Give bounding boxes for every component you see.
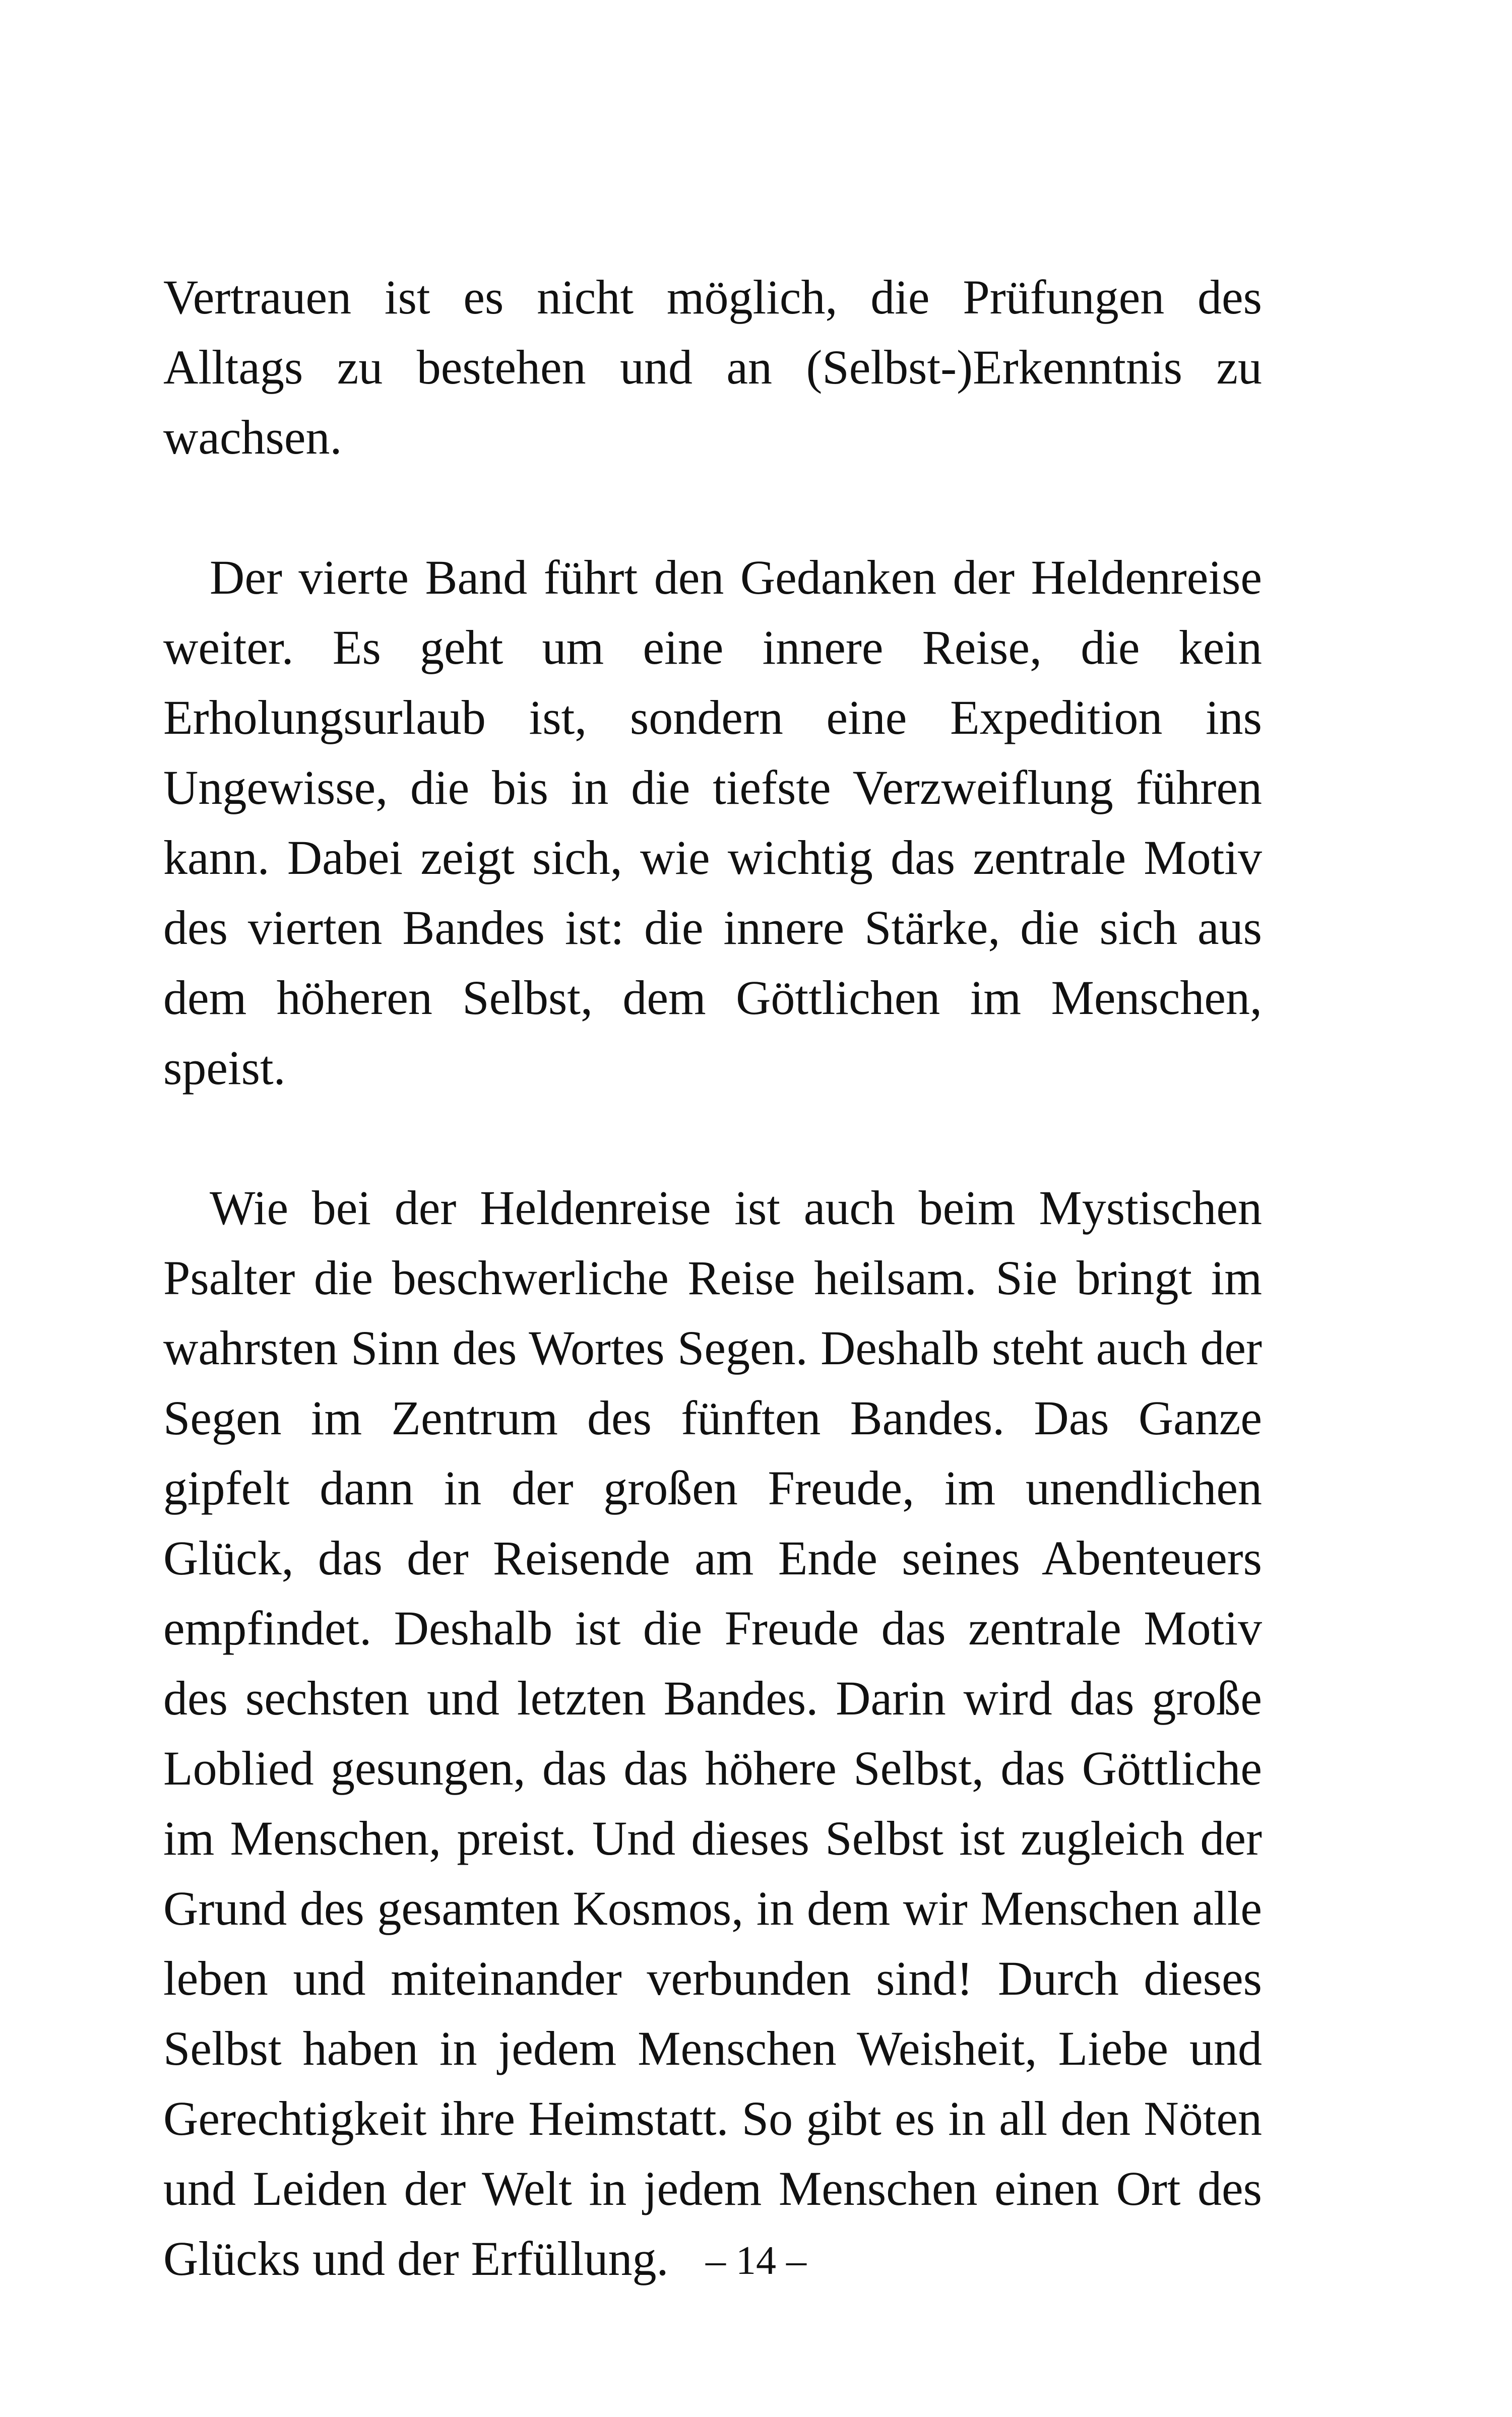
paragraph-fourth-volume: Der vierte Band führt den Gedanken der Heldenreise weiter. Es geht um eine innere Reise, die kein Erholungsurlaub ist, sondern eine Expedition ins Ungewisse, die bis in die tiefste Verzweiflung führen kann. Dabei zeigt sich, wie wichtig das zentrale Motiv des vierten Bandes ist: die innere Stärke, die sich aus dem höheren Selbst, dem Göttlichen im Menschen, speist. <box>163 550 1262 1095</box>
body-text <box>163 262 1262 2294</box>
paragraph-fifth-sixth-volume: Wie bei der Heldenreise ist auch beim Mystischen Psalter die beschwerliche Reise heilsam. Sie bringt im wahrsten Sinn des Wortes Segen. Deshalb steht auch der Segen im Zentrum des fünften Bandes. Das Ganze gipfelt dann in der großen Freude, im unendlichen Glück, das der Reisende am Ende seines Abenteuers empfindet. Deshalb ist die Freude das zentrale Motiv des sechsten und letzten Bandes. Darin wird das große Loblied gesungen, das das höhere Selbst, das Göttliche im Menschen, preist. Und dieses Selbst ist zugleich der Grund des gesamten Kosmos, in dem wir Menschen alle leben und miteinander verbunden sind! Durch dieses Selbst haben in jedem Menschen Weisheit, Liebe und Gerechtigkeit ihre Heimstatt. So gibt es in all den Nöten und Leiden der Welt in jedem Menschen einen Ort des Glücks und der Erfüllung. <box>163 1181 1262 2285</box>
paragraph-continuation: Vertrauen ist es nicht möglich, die Prüfungen des Alltags zu bestehen und an (Selbst-)Erkenntnis zu wachsen. <box>163 270 1262 464</box>
paragraph-spacer <box>163 472 1262 542</box>
page-number: – 14 – <box>706 2239 806 2283</box>
paragraph-spacer <box>163 1103 1262 1173</box>
